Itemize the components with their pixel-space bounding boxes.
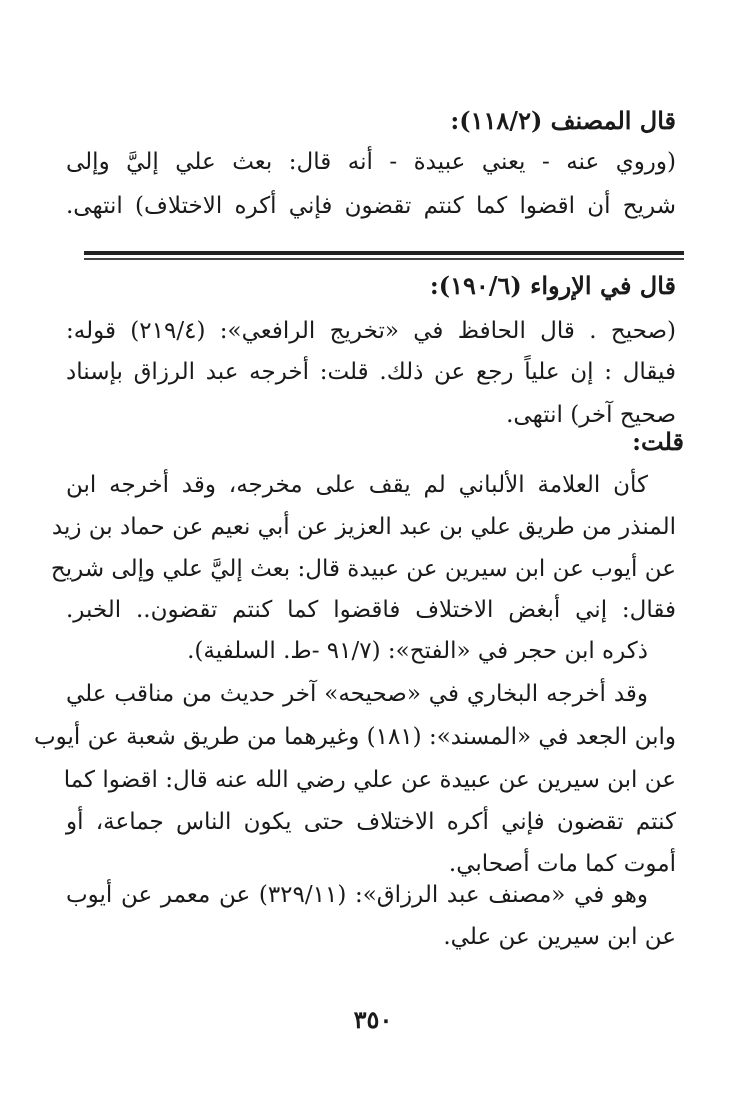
comment-p4-line-2: عن ابن سيرين عن علي. — [443, 924, 676, 950]
irwa-line-1: (صحيح . قال الحافظ في «تخريج الرافعي»: (٢١٩/٤) قوله: — [66, 318, 677, 344]
section-divider-thick — [84, 251, 684, 255]
comment-p3-line-3: عن ابن سيرين عن عبيدة عن علي رضي الله عنه قال: اقضوا كما — [63, 767, 676, 793]
comment-p3-line-5: أموت كما مات أصحابي. — [448, 851, 676, 877]
section-heading-qultu: قلت: — [632, 427, 684, 456]
comment-p3-line-1: وقد أخرجه البخاري في «صحيحه» آخر حديث من مناقب علي — [66, 681, 648, 707]
comment-p1-line-1: كأن العلامة الألباني لم يقف على مخرجه، وقد أخرجه ابن — [66, 472, 648, 498]
comment-p1-line-4: فقال: إني أبغض الاختلاف فاقضوا كما كنتم تقضون.. الخبر. — [66, 597, 676, 623]
irwa-line-3: صحيح آخر) انتهى. — [506, 402, 676, 428]
section-divider-thin — [84, 258, 684, 260]
comment-p3-line-2: وابن الجعد في «المسند»: (١٨١) وغيرهما من طريق شعبة عن أيوب — [33, 724, 676, 750]
page-number: ٣٥٠ — [353, 1005, 393, 1034]
comment-p2-line-1: ذكره ابن حجر في «الفتح»: (٩١/٧ -ط. السلفية). — [187, 638, 648, 664]
comment-p4-line-1: وهو في «مصنف عبد الرزاق»: (٣٢٩/١١) عن معمر عن أيوب — [66, 882, 648, 908]
quote-line-1: (وروي عنه - يعني عبيدة - أنه قال: بعث علي إليَّ وإلى — [66, 149, 676, 175]
comment-p1-line-2: المنذر من طريق علي بن عبد العزيز عن أبي نعيم عن حماد بن زيد — [51, 514, 676, 540]
section-heading-irwa: قال في الإرواء (١٩٠/٦): — [429, 271, 676, 300]
irwa-line-2: فيقال : إن علياً رجع عن ذلك. قلت: أخرجه عبد الرزاق بإسناد — [66, 359, 676, 385]
comment-p3-line-4: كنتم تقضون فإني أكره الاختلاف حتى يكون الناس جماعة، أو — [66, 809, 676, 835]
quote-line-2: شريح أن اقضوا كما كنتم تقضون فإني أكره الاختلاف) انتهى. — [66, 193, 676, 219]
section-heading-musannaf: قال المصنف (١١٨/٢): — [450, 106, 676, 135]
comment-p1-line-3: عن أيوب عن ابن سيرين عن عبيدة قال: بعث إليَّ علي وإلى شريح — [50, 556, 676, 582]
